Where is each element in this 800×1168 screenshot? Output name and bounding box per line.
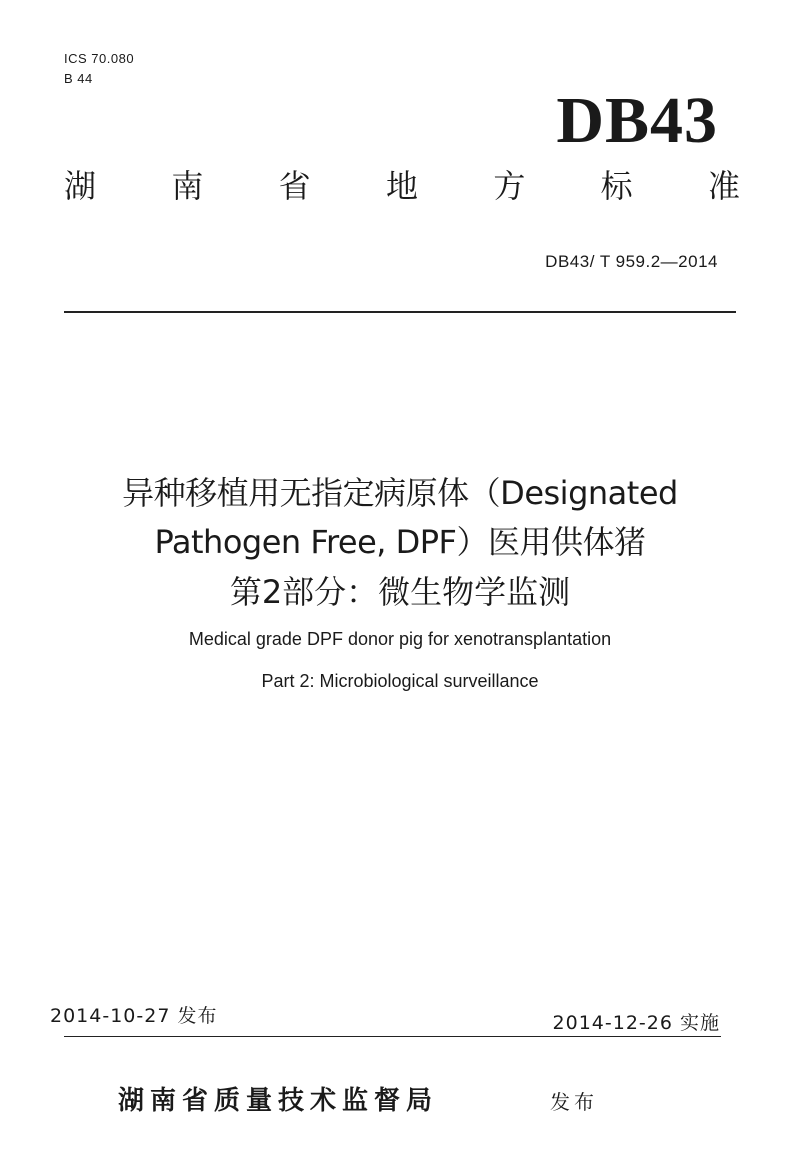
publisher-name: 湖南省质量技术监督局: [118, 1086, 439, 1116]
title-zh-line-1: 异种移植用无指定病原体（Designated: [122, 474, 678, 512]
publish-label: 发布: [550, 1090, 598, 1114]
standard-type-heading: [64, 167, 740, 205]
title-en-line-1: Medical grade DPF donor pig for xenotransplantation: [188, 629, 612, 649]
title-zh-line-3: 第2部分：微生物学监测: [229, 573, 571, 611]
standard-type-char: 标: [600, 167, 633, 205]
standard-type-char: 方: [493, 167, 526, 205]
standard-type-char: 湖: [64, 167, 97, 205]
ics-code: ICS 70.080: [64, 51, 135, 66]
title-en-line-2: Part 2: Microbiological surveillance: [261, 671, 539, 691]
ccs-code: B 44: [64, 71, 93, 86]
footer-divider: [64, 1036, 721, 1037]
standard-mark: DB43: [556, 84, 718, 157]
document-number: DB43/ T 959.2—2014: [545, 252, 718, 271]
standard-type-char: 地: [385, 167, 418, 205]
standard-type-char: 南: [171, 167, 204, 205]
issue-date: 2014-10-27 发布: [50, 1005, 218, 1027]
title-zh-line-2: Pathogen Free, DPF）医用供体猪: [154, 523, 646, 561]
standard-type-char: 省: [278, 167, 311, 205]
header-divider: [64, 311, 736, 313]
implementation-date: 2014-12-26 实施: [552, 1012, 720, 1034]
standard-type-char: 准: [707, 167, 740, 205]
